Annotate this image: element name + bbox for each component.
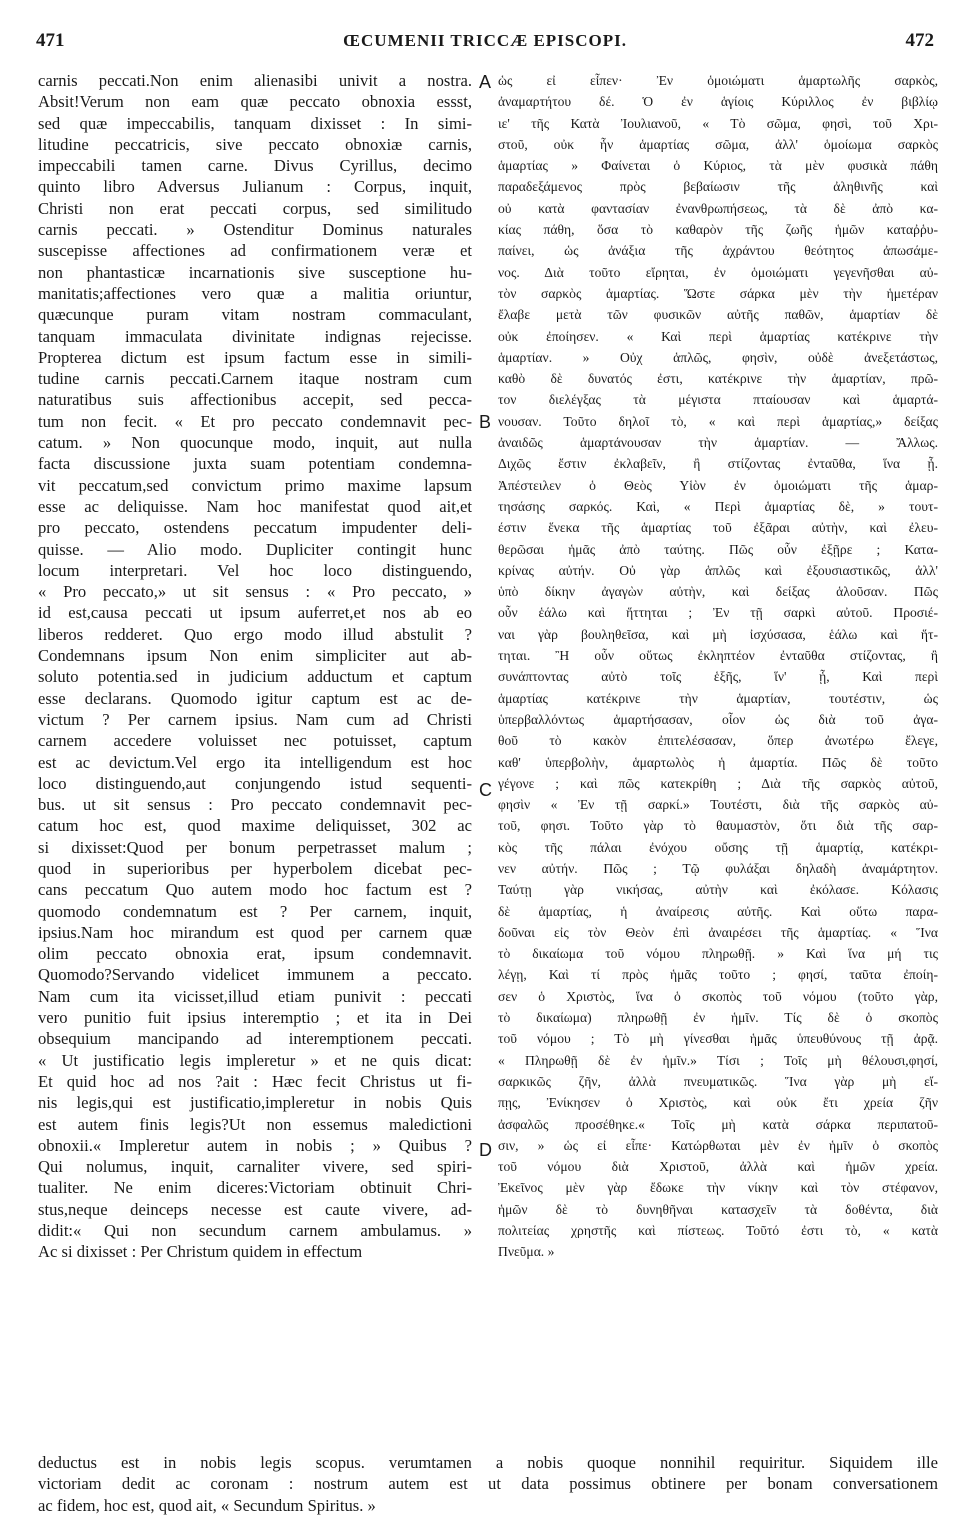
bottom-paragraph <box>38 1452 938 1516</box>
greek-text-line: δοῦναι εἰς τὸν Θεὸν ἐπὶ ἀναιρέσει τῆς ἁμαρτίας. « Ἵνα <box>498 924 938 940</box>
bottom-text-line: deductus est in nobis legis scopus. verumtamen a nobis quoque nonnihil requiritur. Siquidem ille <box>38 1453 938 1472</box>
greek-text-line: ἁμαρτίας κατέκρινε τὴν ἁμαρτίαν, τουτέστιν, ὡς <box>498 690 938 706</box>
latin-text-line: Qui nolumus, inquit, carnaliter vivere, sed spiri- <box>38 1157 472 1177</box>
section-marker-b: B <box>479 412 492 432</box>
latin-text-line: carnem accedere voluisset nec potuisset, captum <box>38 731 472 751</box>
latin-text-line: tudine carnis peccati.Carnem itaque nostram cum <box>38 369 472 389</box>
latin-text-line: id est,causa peccati ut ipsum auferret,et nos ab eo <box>38 603 472 623</box>
latin-text-line: quinto libro Adversus Julianum : Corpus, inquit, <box>38 177 472 197</box>
left-page-number: 471 <box>36 30 65 51</box>
latin-text-line: obnoxii.« Impleretur autem in nobis ; » Quibus ? <box>38 1135 472 1155</box>
latin-text-line: « Ut justificatio legis impleretur » et ne quis dicat: <box>38 1050 472 1070</box>
greek-text-line: ὑπὸ δίκην ἀγαγὼν αὐτὴν, καὶ δείξας ἁλοῦσαν. Πῶς <box>498 584 938 600</box>
latin-text-line: catum. » Non quocunque modo, inquit, aut nulla <box>38 433 472 453</box>
greek-text-line: συνάπτοντας αὐτὸ τοῖς ἑξῆς, ἵν' ᾖ, Καὶ περὶ <box>498 669 938 685</box>
latin-text-line: esse declarans. Quomodo igitur captum est ac de- <box>38 688 472 708</box>
latin-text-line: tualiter. Ne enim diceres:Victoriam obtinuit Chri- <box>38 1178 472 1198</box>
latin-text-line: tanquam immaculata divinitate indignas rejecisse. <box>38 326 472 346</box>
latin-text-line: nis legis,qui est justificatio,impleretur in nobis Quis <box>38 1093 472 1113</box>
greek-text-line: σαρκικῶς ζῆν, ἀλλὰ πνευματικῶς. Ἵνα γὰρ μὴ εἴ- <box>498 1073 938 1089</box>
greek-text-line: τηται. Ἢ οὖν οὕτως ἐκληπτέον ἐνταῦθα στίζοντας, ἢ <box>498 648 938 664</box>
greek-text-line: καθ' ὑπερβολὴν, ἁμαρτωλὸς ἡ ἁμαρτία. Πῶς δὲ τοῦτο <box>498 754 938 770</box>
greek-text-line: ἁμαρτίας » Φαίνεται ὁ Κύριος, τὰ μὲν φυσικὰ πάθη <box>498 158 938 174</box>
greek-text-line: τὸ δικαίωμα τοῦ νόμου πληρωθῇ. » Καὶ ἵνα μή τις <box>498 946 938 962</box>
greek-text-line: τὸν σαρκὸς ἁμαρτίας. Ὥστε σάρκα μὲν τὴν ἡμετέραν <box>498 285 938 301</box>
latin-text-line: stus,neque deinceps necesse est caute vivere, ad- <box>38 1199 472 1219</box>
greek-text-line: νος. Διὰ τοῦτο εἴρηται, ἐν ὁμοιώματι γεγενῆσθαι αὐ- <box>498 264 938 280</box>
greek-text-line: οὐκ ἐποίησεν. « Καὶ περὶ ἁμαρτίας κατέκρινε τὴν <box>498 328 938 344</box>
latin-text-line: litudine peccatricis, sive peccato obnoxiæ carnis, <box>38 134 472 154</box>
latin-text-line: sed quæ impeccabilis, tanquam dixisset : In simi- <box>38 113 472 133</box>
greek-text-line: νεν αὐτήν. Πῶς ; Τῷ φυλάξαι δηλαδὴ ἀναμάρτητον. <box>498 860 938 876</box>
greek-text-line: νουσαν. Τοῦτο δηλοῖ τὸ, « καὶ περὶ ἁμαρτίας,» δείξας <box>498 413 938 429</box>
latin-text-line: olim peccato obnoxia erat, ipsum condemnavit. <box>38 944 472 964</box>
running-title: ŒCUMENII TRICCÆ EPISCOPI. <box>343 31 627 50</box>
greek-text-line: ἀναμαρτήτου δέ. Ὁ ἐν ἁγίοις Κύριλλος ἐν βιβλίῳ <box>498 94 938 110</box>
latin-text-line: loco distinguendo,aut conjungendo istud sequenti- <box>38 773 472 793</box>
greek-text-line: έστιν ἕνεκα τῆς ἁμαρτίας τοῦ ἐξᾶραι αὐτὴν, καὶ ἐλευ- <box>498 520 938 536</box>
greek-text-line: πολιτείας χρηστῆς καὶ πίστεως. Τοῦτό ἐστι τὸ, « κατὰ <box>498 1223 938 1239</box>
latin-text-line: soluto potentia.sed in judicium adductum et captum <box>38 667 472 687</box>
page-header <box>36 30 934 60</box>
greek-text-line: τοῦ νόμου διὰ Χριστοῦ, ἀλλὰ καὶ ἡμῶν χρεία. <box>498 1159 938 1175</box>
latin-text-line: facta discussione juxta suam potentiam condemna- <box>38 454 472 474</box>
greek-text-line: παίνει, ὡς ἀνάξια τῆς ἀχράντου θεότητος ἀπωσάμε- <box>498 243 938 259</box>
latin-text-line: « Pro peccato,» ut sit sensus : « Pro peccato, » <box>38 582 472 602</box>
latin-text-line: Condemnans ipsum Non enim simpliciter aut ab- <box>38 646 472 666</box>
greek-text-line: ἔλαβε μετὰ τῶν φυσικῶν αὐτῆς παθῶν, ἁμαρτίαν δὲ <box>498 307 938 323</box>
greek-text-line: παραδεξάμενος πρὸς βεβαίωσιν τῆς ἀληθινῆς καὶ <box>498 179 938 195</box>
latin-text-line: si dixisset:Quod per bonum perpetrasset malum ; <box>38 837 472 857</box>
latin-text-line: Christi non erat peccati corpus, sed similitudo <box>38 198 472 218</box>
greek-text-line: καθὸ δὲ δυνατός ἐστι, κατέκρινε τὴν ἁμαρτίαν, πρῶ- <box>498 371 938 387</box>
greek-text-line: ἡμῶν δὲ τὸ δυνηθῆναι κατασχεῖν τὰ δοθέντα, διὰ <box>498 1201 938 1217</box>
latin-text-line: Absit!Verum non eam quæ peccato obnoxia essst, <box>38 92 472 112</box>
greek-text-line: φησὶν « Ἐν τῇ σαρκί.» Τουτέστι, διὰ τῆς σαρκὸς αὐ- <box>498 797 938 813</box>
section-marker-a: A <box>479 72 492 92</box>
latin-text-line: Quomodo?Servando videlicet immunem a peccato. <box>38 965 472 985</box>
greek-text-line: γέγονε ; καὶ πῶς κατεκρίθη ; Διὰ τῆς σαρκὸς αὐτοῦ, <box>498 775 938 791</box>
greek-text-line: θερῶσαι ἡμᾶς ἀπὸ ταύτης. Πῶς οὖν ἐξῇρε ; Κατα- <box>498 541 938 557</box>
latin-text-line: quomodo condemnatum est ? Per carnem, inquit, <box>38 901 472 921</box>
latin-text-line: vit peccatum,sed convictum primo maxime lapsum <box>38 475 472 495</box>
greek-text-line: ἁμαρτίαν. » Οὐχ ἁπλῶς, φησὶν, οὐδὲ ἀνεξετάστως, <box>498 349 938 365</box>
latin-text-line: Et quid hoc ad nos ?ait : Hæc fecit Christus ut fi- <box>38 1071 472 1091</box>
greek-text-line: δὲ ἁμαρτίας, ἡ ἀναίρεσις αὐτῆς. Καὶ οὕτω παρα- <box>498 903 938 919</box>
latin-text-line: bus. ut sit sensus : Pro peccato condemnavit pec- <box>38 795 472 815</box>
greek-text-line: σιν, » ὡς εἰ εἶπε· Κατώρθωται μὲν ἐν ἡμῖν ὁ σκοπὸς <box>498 1137 938 1153</box>
greek-column <box>498 70 938 1263</box>
greek-text-line: ναι γὰρ βουληθεῖσα, καὶ μὴ ἰσχύσασα, ἑάλω καὶ ἥτ- <box>498 626 938 642</box>
greek-text-line: ἀσφαλῶς προσέθηκε.« Τοῖς μὴ κατὰ σάρκα περιπατοῦ- <box>498 1116 938 1132</box>
greek-text-line: οὐ κατὰ φαντασίαν ἐνανθρωπήσεως, τὰ δὲ ἀπὸ κα- <box>498 200 938 216</box>
right-page-number: 472 <box>905 30 934 51</box>
greek-text-line: Ταύτῃ γὰρ νικήσας, αὐτὴν καὶ ἐκόλασε. Κόλασις <box>498 882 938 898</box>
latin-text-line: quæcunque puram vitam nostram commaculant, <box>38 305 472 325</box>
greek-text-line: Διχῶς ἔστιν ἐκλαβεῖν, ἢ στίζοντας ἐνταῦθα, ἵνα ᾖ. <box>498 456 938 472</box>
latin-text-line: Ac si dixisset : Per Christum quidem in effectum <box>38 1242 363 1262</box>
greek-text-line: « Πληρωθῇ δὲ ἐν ἡμῖν.» Τίσι ; Τοῖς μὴ θέλουσι,φησί, <box>498 1052 938 1068</box>
greek-text-line: κὸς τῆς πάλαι ἐνόχου οὔσης τῇ ἁμαρτίᾳ, κατέκρι- <box>498 839 938 855</box>
latin-text-line: esse ac deliquisse. Nam hoc manifestat quod ait,et <box>38 496 472 516</box>
latin-text-line: carnis peccati. » Ostenditur Dominus naturales <box>38 220 472 240</box>
latin-text-line: cans peccatum Quo autem modo hoc factum est ? <box>38 880 472 900</box>
greek-text-line: τησάσης σαρκός. Καὶ, « Περὶ ἁμαρτίας δὲ, » τουτ- <box>498 498 938 514</box>
latin-text-line: carnis peccati.Non enim alienasibi univit a nostra. <box>38 71 472 90</box>
latin-text-line: vero punitio fuit ipsius interemptio ; et ita in Dei <box>38 1008 472 1028</box>
latin-text-line: didit:« Qui non secundum carnem ambulamus. » <box>38 1221 472 1241</box>
greek-text-line: θοῦ τὸ κακὸν ἐπιτελέσασαν, ὅπερ ἀνωτέρω ἔλεγε, <box>498 733 938 749</box>
greek-text-line: οὖν ἑάλω καὶ ἥττηται ; Ἐν τῇ σαρκὶ αὐτοῦ. Προσιέ- <box>498 605 938 621</box>
latin-text-line: manitatis;affectiones vero quæ a malitia oriuntur, <box>38 283 472 303</box>
greek-text-line: λέγῃ, Καὶ τί πρὸς ἡμᾶς τοῦτο ; φησί, ταῦτα ἐποίη- <box>498 967 938 983</box>
latin-text-line: naturatibus suis affectionibus accepit, sed pecca- <box>38 390 472 410</box>
bottom-text-line: victoriam dedit ac coronam : nostrum autem est ut data possimus obtinere per bonam conversationem <box>38 1474 938 1494</box>
latin-text-line: Nam cum ita vicisset,illud etiam punivit : peccati <box>38 986 472 1006</box>
bottom-text-line: ac fidem, hoc est, quod ait, « Secundum Spiritus. » <box>38 1495 376 1515</box>
greek-text-line: κίας πάθη, ὅσα τὸ καθαρὸν τῆς ζωῆς ἡμῶν καταῤῥυ- <box>498 222 938 238</box>
greek-text-line: κρίνας αὐτήν. Οὐ γὰρ ἁπλῶς καὶ ἐξουσιαστικῶς, ἀλλ' <box>498 562 938 578</box>
greek-text-line: τοῦ νόμου ; Τὸ μὴ γίνεσθαι ἡμᾶς ὑπευθύνους τῇ ἀρᾷ. <box>498 1031 938 1047</box>
greek-text-line: σεν ὁ Χριστὸς, ἵνα ὁ σκοπὸς τοῦ νόμου (τοῦτο γὰρ, <box>498 988 938 1004</box>
section-marker-d: D <box>479 1140 492 1160</box>
latin-text-line: suscepisse affectiones ad confirmationem veræ et <box>38 241 472 261</box>
greek-text-line: Ἀπέστειλεν ὁ Θεὸς Υἱὸν ἐν ὁμοιώματι τῆς ἁμαρ- <box>498 477 938 493</box>
latin-text-line: liberos redderet. Quo ergo modo illud abstulit ? <box>38 624 472 644</box>
latin-column <box>38 70 472 1263</box>
greek-text-line: ὑπερβαλλόντως ἁμαρτήσασαν, οἷον ὡς διὰ τοῦ ἀγα- <box>498 711 938 727</box>
latin-text-line: impeccabili tamen carne. Divus Cyrillus, decimo <box>38 156 472 176</box>
greek-text-line: ὡς εἰ εἶπεν· Ἐν ὁμοιώματι ἁμαρτωλῆς σαρκὸς, <box>498 73 938 88</box>
latin-text-line: tum non fecit. « Et pro peccato condemnavit pec- <box>38 411 472 431</box>
greek-text-line: πῃς, Ἐνίκησεν ὁ Χριστὸς, καὶ οὐκ ἔτι χρεία ζῆν <box>498 1095 938 1111</box>
latin-text-line: quisse. — Alio modo. Dupliciter contingit hunc <box>38 539 472 559</box>
greek-text-line: ἀναιδῶς ἁμαρτάνουσαν τὴν ἁμαρτίαν. — Ἄλλως. <box>498 435 938 451</box>
greek-text-line: τον διελέγξας τὰ μέγιστα πταίουσαν καὶ ἁμαρτά- <box>498 392 938 408</box>
latin-text-line: obsequium mancipando ad interemptionem peccati. <box>38 1029 472 1049</box>
latin-text-line: est ac devictum.Vel ergo ita intelligendum est hoc <box>38 752 472 772</box>
greek-text-line: τὸ δικαίωμα) πληρωθῇ ἐν ἡμῖν. Τίς δὲ ὁ σκοπὸς <box>498 1010 938 1026</box>
greek-text-line: τοῦ, φησι. Τοῦτο γὰρ τὸ θαυμαστὸν, ὅτι διὰ τῆς σαρ- <box>498 818 938 834</box>
latin-text-line: catum hoc est, quod maxime deliquisset, 302 ac <box>38 816 472 836</box>
latin-text-line: pro peccato, ostendens peccatum impudenter deli- <box>38 518 472 538</box>
greek-text-line: ιε' τῆς Κατὰ Ἰουλιανοῦ, « Τὸ σῶμα, φησὶ, τοῦ Χρι- <box>498 115 938 131</box>
latin-text-line: locum interpretari. Vel hoc loco distinguendo, <box>38 560 472 580</box>
greek-text-line: στοῦ, οὐκ ἦν ἁμαρτίας σῶμα, ἀλλ' ὁμοίωμα σαρκὸς <box>498 136 938 152</box>
latin-text-line: victum ? Per carnem ipsius. Nam cum ad Christi <box>38 709 472 729</box>
latin-text-line: ipsius.Nam hoc mirandum est quod per carnem quæ <box>38 922 472 942</box>
greek-text-line: Πνεῦμα. » <box>498 1244 555 1260</box>
section-marker-c: C <box>479 780 492 800</box>
greek-text-line: Ἐκεῖνος μὲν γὰρ ἔδωκε τὴν νίκην καὶ τὸν στέφανον, <box>498 1180 938 1196</box>
latin-text-line: quod in superioribus per hyperbolem dicebat pec- <box>38 858 472 878</box>
latin-text-line: Propterea dictum est ipsum factum esse in simili- <box>38 347 472 367</box>
latin-text-line: est autem finis legis?Ut non essemus maledictioni <box>38 1114 472 1134</box>
latin-text-line: non phantasticæ incarnationis sive susceptione hu- <box>38 262 472 282</box>
